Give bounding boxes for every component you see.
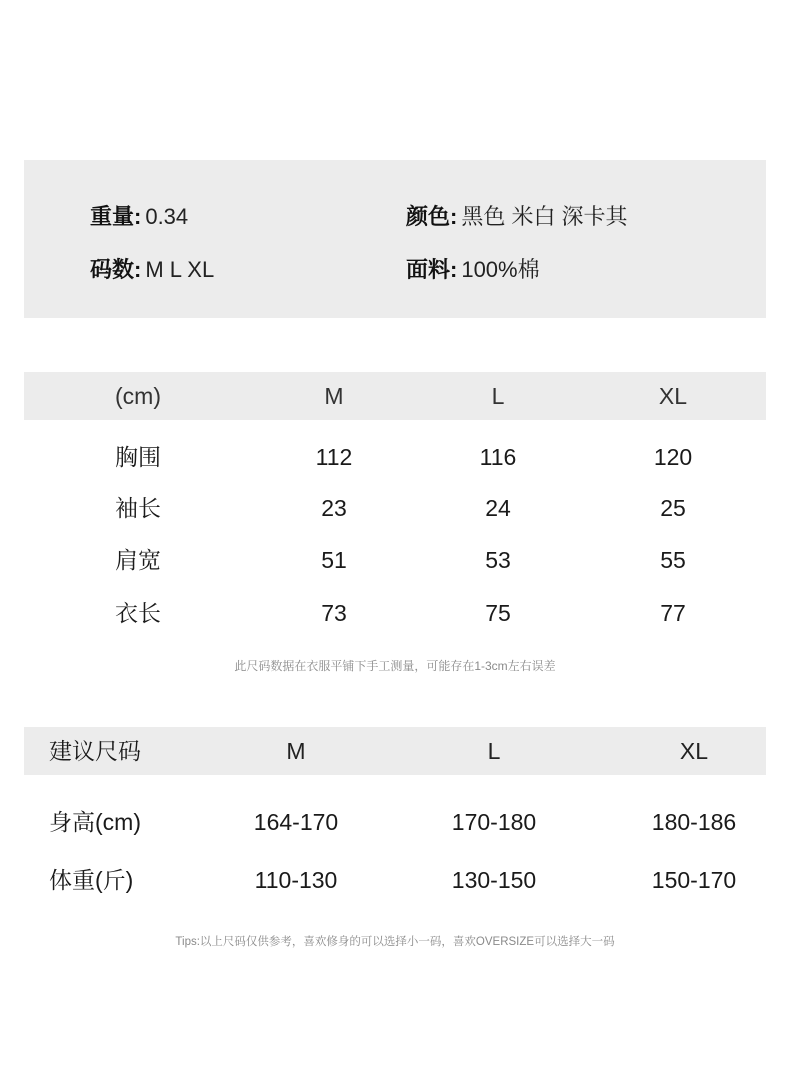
material-label: 面料: xyxy=(406,257,458,282)
size-tips-note: Tips:以上尺码仅供参考，喜欢修身的可以选择小一码，喜欢OVERSIZE可以选择大一码 xyxy=(175,936,615,948)
value-xl: 25 xyxy=(660,495,686,521)
value-m: 73 xyxy=(321,600,347,626)
row-label: 体重(斤) xyxy=(49,867,134,893)
value-l: 53 xyxy=(485,547,511,573)
color-label: 颜色: xyxy=(406,204,458,229)
value-l: 116 xyxy=(479,444,517,470)
value-xl: 150-170 xyxy=(651,867,737,893)
value-m: 112 xyxy=(315,444,353,470)
value-m: 164-170 xyxy=(253,809,339,835)
recommendation-header-l: L xyxy=(487,738,501,764)
product-info-panel xyxy=(24,160,766,318)
value-l: 75 xyxy=(485,600,511,626)
material-info xyxy=(406,255,540,285)
color-value: 黑色 米白 深卡其 xyxy=(461,204,628,229)
material-value: 100%棉 xyxy=(461,257,540,282)
measurement-table-header xyxy=(24,372,766,420)
measurement-header-unit: (cm) xyxy=(115,383,161,409)
row-label: 袖长 xyxy=(115,495,161,521)
measurement-row-sleeve xyxy=(24,488,766,528)
row-label: 衣长 xyxy=(115,600,161,626)
recommendation-table-header xyxy=(24,727,766,775)
recommendation-header-m: M xyxy=(286,738,306,764)
value-xl: 120 xyxy=(653,444,693,470)
measurement-row-length xyxy=(24,593,766,633)
value-m: 51 xyxy=(321,547,347,573)
value-l: 130-150 xyxy=(451,867,537,893)
measurement-header-xl: XL xyxy=(658,383,688,409)
value-m: 110-130 xyxy=(254,867,338,893)
recommendation-row-height xyxy=(24,802,766,842)
value-xl: 180-186 xyxy=(651,809,737,835)
color-info xyxy=(406,202,628,232)
value-m: 23 xyxy=(321,495,347,521)
measurement-row-chest xyxy=(24,437,766,477)
weight-value: 0.34 xyxy=(145,204,189,229)
weight-label: 重量: xyxy=(90,204,142,229)
row-label: 胸围 xyxy=(115,444,161,470)
row-label: 肩宽 xyxy=(115,547,161,573)
sizes-info xyxy=(90,255,214,285)
measurement-header-m: M xyxy=(324,383,344,409)
value-l: 24 xyxy=(485,495,511,521)
measurement-note: 此尺码数据在衣服平铺下手工测量，可能存在1-3cm左右误差 xyxy=(234,659,556,673)
measurement-header-l: L xyxy=(491,383,505,409)
sizes-value: M L XL xyxy=(145,257,215,282)
recommendation-header-xl: XL xyxy=(679,738,709,764)
value-l: 170-180 xyxy=(451,809,537,835)
value-xl: 77 xyxy=(660,600,686,626)
recommendation-row-weight xyxy=(24,860,766,900)
weight-info xyxy=(90,202,188,232)
measurement-row-shoulder xyxy=(24,540,766,580)
recommendation-header-title: 建议尺码 xyxy=(49,738,141,764)
sizes-label: 码数: xyxy=(90,257,142,282)
value-xl: 55 xyxy=(660,547,686,573)
row-label: 身高(cm) xyxy=(49,809,141,835)
